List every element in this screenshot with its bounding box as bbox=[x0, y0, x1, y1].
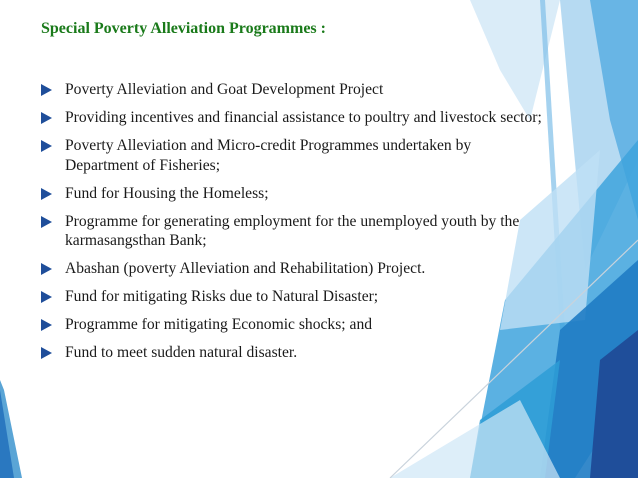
slide-title: Special Poverty Alleviation Programmes : bbox=[41, 20, 326, 37]
list-item-text: Abashan (poverty Alleviation and Rehabilitation) Project. bbox=[65, 260, 426, 277]
list-item-text: Providing incentives and financial assistance to poultry and livestock sector; bbox=[65, 109, 542, 126]
triangle-right-icon bbox=[41, 263, 52, 275]
list-item bbox=[41, 212, 621, 251]
list-item-text: Fund for Housing the Homeless; bbox=[65, 184, 269, 202]
triangle-right-icon bbox=[41, 347, 52, 359]
triangle-right-icon bbox=[41, 188, 52, 200]
triangle-right-icon bbox=[41, 112, 52, 124]
list-item-text: Fund for mitigating Risks due to Natural Disaster; bbox=[65, 288, 379, 305]
list-item bbox=[41, 80, 621, 100]
triangle-right-icon bbox=[41, 291, 52, 303]
list-item-text: Fund to meet sudden natural disaster. bbox=[65, 344, 298, 361]
list-item bbox=[41, 136, 621, 175]
list-item bbox=[41, 343, 621, 363]
list-item bbox=[41, 259, 621, 279]
triangle-right-icon bbox=[41, 140, 52, 152]
list-item bbox=[41, 315, 621, 335]
list-item-text: Poverty Alleviation and Micro-credit Programmes undertaken by Department of Fisheries; bbox=[65, 137, 472, 174]
list-item bbox=[41, 287, 621, 307]
list-item bbox=[41, 108, 621, 128]
list-item-text: Programme for generating employment for the unemployed youth by the karmasangsthan Bank; bbox=[65, 212, 520, 249]
triangle-right-icon bbox=[41, 319, 52, 331]
list-item-text: Poverty Alleviation and Goat Development Project bbox=[65, 81, 384, 98]
bullet-list bbox=[41, 80, 621, 371]
triangle-right-icon bbox=[41, 216, 52, 228]
triangle-right-icon bbox=[41, 84, 52, 96]
list-item-text: Programme for mitigating Economic shocks; and bbox=[65, 316, 373, 333]
list-item bbox=[41, 184, 621, 204]
